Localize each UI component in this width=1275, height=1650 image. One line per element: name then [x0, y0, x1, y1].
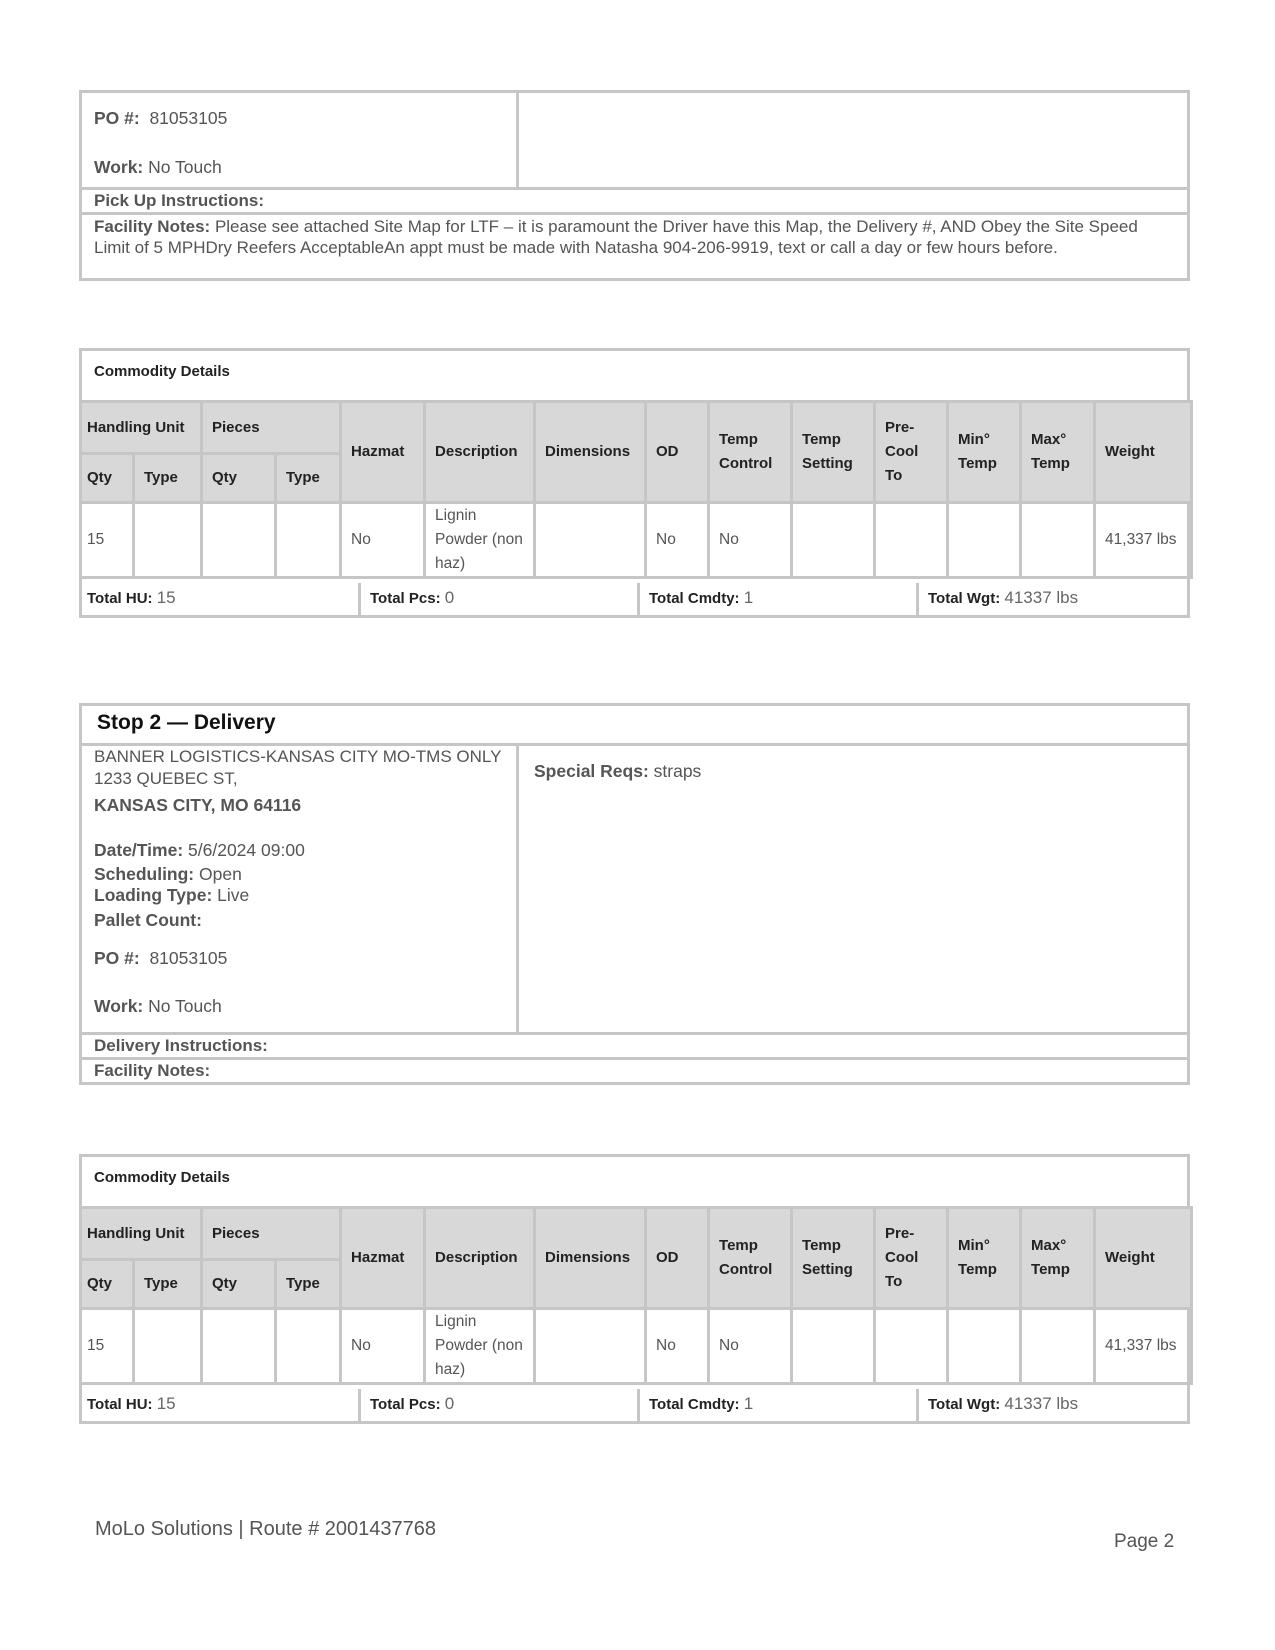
cell-weight: 41,337 lbs: [1095, 1309, 1192, 1384]
stop2-address: 1233 QUEBEC ST,: [94, 769, 238, 788]
pickup-instructions-row: [82, 190, 1187, 215]
cell-pc-type: [276, 503, 341, 578]
cell-min-temp: [948, 503, 1021, 578]
special-reqs: [534, 760, 701, 782]
header-pre-cool: Pre-Cool To: [875, 1208, 948, 1309]
total-cmdty: [637, 583, 916, 615]
total-cmdty: [637, 1389, 916, 1421]
header-hu-type: Type: [134, 1260, 202, 1309]
cell-temp-setting: [792, 1309, 875, 1384]
header-hu-type: Type: [134, 454, 202, 503]
header-dimensions: Dimensions: [535, 1208, 646, 1309]
stop2-datetime: [94, 839, 305, 861]
total-pcs-value: 0: [444, 1394, 455, 1413]
total-wgt-label: Total Wgt:: [928, 590, 1001, 607]
total-wgt: [916, 583, 1187, 615]
po-line: [94, 107, 227, 129]
cell-pre-cool: [875, 1309, 948, 1384]
stop2-title-bar: [82, 706, 1187, 746]
work-label: Work:: [94, 157, 144, 177]
cell-temp-control: No: [709, 1309, 792, 1384]
header-pc-type: Type: [276, 1260, 341, 1309]
total-pcs-value: 0: [444, 588, 455, 607]
total-hu-value: 15: [156, 588, 176, 607]
commodity-details-title: Commodity Details: [94, 1169, 230, 1186]
footer-route-info: MoLo Solutions | Route # 2001437768: [95, 1518, 437, 1540]
loading-type-value: Live: [217, 885, 250, 905]
total-hu-label: Total HU:: [87, 1396, 153, 1413]
stop2-work-label: Work:: [94, 996, 144, 1016]
header-min-temp: Min° Temp: [948, 402, 1021, 503]
cell-hazmat: No: [341, 503, 425, 578]
table-row: [81, 1309, 1192, 1384]
header-pieces: Pieces: [202, 402, 341, 454]
commodity-details-box: [79, 348, 1190, 618]
cell-dimensions: [535, 503, 646, 578]
header-weight: Weight: [1095, 402, 1192, 503]
total-cmdty-value: 1: [743, 588, 754, 607]
stop2-title: Stop 2 — Delivery: [97, 711, 276, 734]
header-hazmat: Hazmat: [341, 402, 425, 503]
cell-temp-control: No: [709, 503, 792, 578]
stop2-work-value: No Touch: [148, 996, 222, 1016]
header-handling-unit: Handling Unit: [81, 402, 202, 454]
stop2-po-value: 81053105: [149, 948, 228, 968]
header-description: Description: [425, 402, 535, 503]
total-cmdty-label: Total Cmdty:: [649, 1396, 740, 1413]
stop1-left-column: [82, 93, 519, 187]
totals-row: [82, 1389, 1187, 1421]
stop2-company: BANNER LOGISTICS-KANSAS CITY MO-TMS ONLY: [94, 747, 502, 766]
facility-notes-row: [82, 215, 1187, 278]
stop1-top-section: [82, 93, 1187, 190]
stop2-po-line: [94, 947, 227, 969]
header-temp-setting: Temp Setting: [792, 402, 875, 503]
scheduling-label: Scheduling:: [94, 864, 195, 884]
header-od: OD: [646, 1208, 709, 1309]
header-temp-setting: Temp Setting: [792, 1208, 875, 1309]
header-dimensions: Dimensions: [535, 402, 646, 503]
datetime-value: 5/6/2024 09:00: [188, 840, 305, 860]
stop1-details-box: [79, 90, 1190, 281]
cell-description: Lignin Powder (non haz): [425, 503, 535, 578]
stop2-scheduling: [94, 863, 242, 885]
stop2-body: [82, 746, 1187, 1035]
cell-temp-setting: [792, 503, 875, 578]
footer-page-number: Page 2: [1114, 1531, 1175, 1552]
total-hu-label: Total HU:: [87, 590, 153, 607]
stop2-left-column: [82, 746, 519, 1032]
stop2-loading-type: [94, 884, 249, 906]
cell-dimensions: [535, 1309, 646, 1384]
cell-hu-qty: 15: [81, 1309, 134, 1384]
total-pcs: [358, 583, 637, 615]
total-wgt: [916, 1389, 1187, 1421]
loading-type-label: Loading Type:: [94, 885, 213, 905]
stop2-facility-notes-row: [82, 1060, 1187, 1082]
po-label: PO #:: [94, 108, 140, 128]
header-temp-control: Temp Control: [709, 1208, 792, 1309]
work-value: No Touch: [148, 157, 222, 177]
delivery-instructions-row: [82, 1035, 1187, 1060]
stop2-delivery-box: [79, 703, 1190, 1085]
pickup-instructions-label: Pick Up Instructions:: [94, 191, 265, 210]
header-temp-control: Temp Control: [709, 402, 792, 503]
cell-hu-type: [134, 503, 202, 578]
stop2-city-state-zip: KANSAS CITY, MO 64116: [94, 795, 302, 815]
cell-hu-type: [134, 1309, 202, 1384]
cell-weight: 41,337 lbs: [1095, 503, 1192, 578]
header-description: Description: [425, 1208, 535, 1309]
commodity-table: [79, 1206, 1193, 1385]
cell-pre-cool: [875, 503, 948, 578]
cell-od: No: [646, 503, 709, 578]
cell-hu-qty: 15: [81, 503, 134, 578]
cell-max-temp: [1021, 1309, 1095, 1384]
cell-min-temp: [948, 1309, 1021, 1384]
cell-hazmat: No: [341, 1309, 425, 1384]
total-pcs-label: Total Pcs:: [370, 1396, 441, 1413]
datetime-label: Date/Time:: [94, 840, 184, 860]
cell-pc-qty: [202, 1309, 276, 1384]
cell-od: No: [646, 1309, 709, 1384]
header-max-temp: Max° Temp: [1021, 402, 1095, 503]
header-hu-qty: Qty: [81, 1260, 134, 1309]
commodity-details-title: Commodity Details: [94, 363, 230, 380]
commodity-table: [79, 400, 1193, 579]
total-wgt-value: 41337 lbs: [1004, 588, 1079, 607]
cell-description: Lignin Powder (non haz): [425, 1309, 535, 1384]
total-wgt-label: Total Wgt:: [928, 1396, 1001, 1413]
facility-notes-value: Please see attached Site Map for LTF – it is paramount the Driver have this Map, the Delivery #, AND Obey the Site Speed Limit of 5 MPHDry Reefers AcceptableAn appt must be made with Natasha 904-206-9919, text or call a day or few hours before.: [94, 217, 1138, 257]
header-handling-unit: Handling Unit: [81, 1208, 202, 1260]
header-pieces: Pieces: [202, 1208, 341, 1260]
cell-max-temp: [1021, 503, 1095, 578]
header-max-temp: Max° Temp: [1021, 1208, 1095, 1309]
total-hu: [82, 583, 358, 615]
total-pcs-label: Total Pcs:: [370, 590, 441, 607]
commodity-details-box-2: [79, 1154, 1190, 1424]
total-pcs: [358, 1389, 637, 1421]
stop2-work-line: [94, 995, 222, 1017]
cell-pc-type: [276, 1309, 341, 1384]
po-value: 81053105: [149, 108, 228, 128]
cell-pc-qty: [202, 503, 276, 578]
total-wgt-value: 41337 lbs: [1004, 1394, 1079, 1413]
total-hu: [82, 1389, 358, 1421]
facility-notes-label: Facility Notes:: [94, 217, 211, 236]
header-hu-qty: Qty: [81, 454, 134, 503]
special-reqs-label: Special Reqs:: [534, 761, 649, 781]
table-row: [81, 503, 1192, 578]
special-reqs-value: straps: [653, 761, 702, 781]
total-cmdty-label: Total Cmdty:: [649, 590, 740, 607]
work-line: [94, 156, 222, 178]
totals-row: [82, 583, 1187, 615]
stop2-facility-notes-label: Facility Notes:: [94, 1061, 211, 1080]
stop2-pallet-count-label: Pallet Count:: [94, 910, 202, 930]
total-cmdty-value: 1: [743, 1394, 754, 1413]
header-weight: Weight: [1095, 1208, 1192, 1309]
header-od: OD: [646, 402, 709, 503]
header-pre-cool: Pre-Cool To: [875, 402, 948, 503]
header-hazmat: Hazmat: [341, 1208, 425, 1309]
header-pc-qty: Qty: [202, 1260, 276, 1309]
header-min-temp: Min° Temp: [948, 1208, 1021, 1309]
delivery-instructions-label: Delivery Instructions:: [94, 1036, 268, 1055]
scheduling-value: Open: [199, 864, 242, 884]
total-hu-value: 15: [156, 1394, 176, 1413]
stop2-po-label: PO #:: [94, 948, 140, 968]
header-pc-type: Type: [276, 454, 341, 503]
header-pc-qty: Qty: [202, 454, 276, 503]
